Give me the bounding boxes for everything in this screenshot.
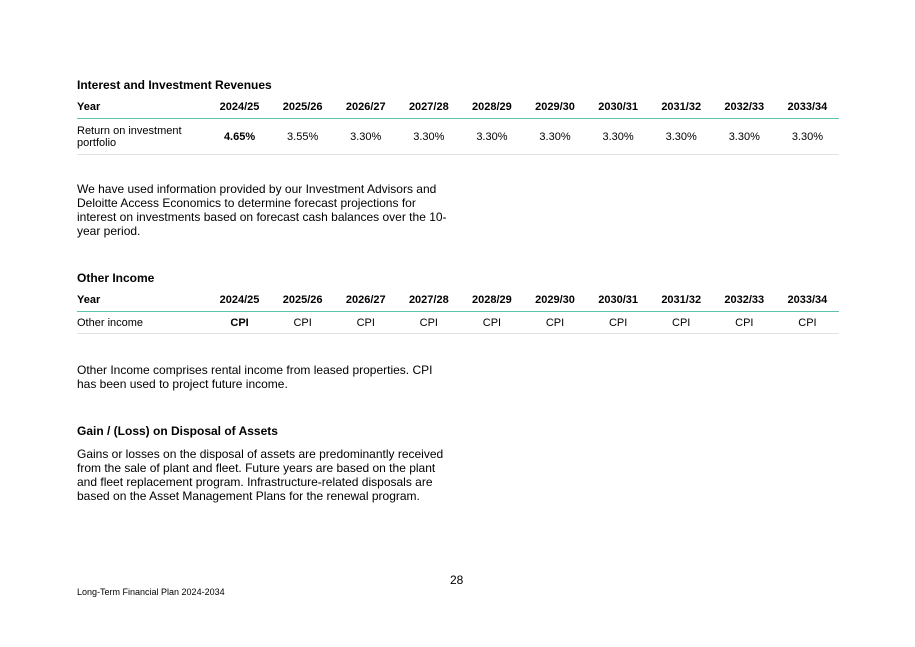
investment-year-col: 2027/28	[397, 96, 460, 119]
other-income-year-col: 2033/34	[776, 289, 839, 312]
other-income-year-col: 2026/27	[334, 289, 397, 312]
investment-year-col: 2030/31	[587, 96, 650, 119]
other-income-table-header-row	[77, 289, 839, 312]
other-income-year-col: 2030/31	[587, 289, 650, 312]
other-income-value-cell: CPI	[776, 312, 839, 334]
page-footer: Long-Term Financial Plan 2024-2034	[77, 587, 225, 597]
investment-value-cell: 3.30%	[334, 119, 397, 155]
investment-year-header: Year	[77, 96, 208, 119]
investment-year-col: 2028/29	[460, 96, 523, 119]
investment-table-header-row	[77, 96, 839, 119]
investment-year-col: 2033/34	[776, 96, 839, 119]
other-income-year-col: 2024/25	[208, 289, 271, 312]
other-income-year-col: 2025/26	[271, 289, 334, 312]
investment-value-cell: 3.30%	[650, 119, 713, 155]
other-income-value-cell: CPI	[334, 312, 397, 334]
investment-table	[77, 96, 839, 155]
other-income-year-col: 2031/32	[650, 289, 713, 312]
investment-paragraph: We have used information provided by our Investment Advisors and Deloitte Access Economics to determine forecast projections for interest on investments based on forecast cash balances over the 10-year period.	[77, 182, 447, 238]
gain-loss-paragraph: Gains or losses on the disposal of assets are predominantly received from the sale of plant and fleet. Future years are based on the plant and fleet replacement program. Infrastructure-related disposals are based on the Asset Management Plans for the renewal program.	[77, 447, 444, 503]
investment-year-col: 2029/30	[523, 96, 586, 119]
other-income-value-cell: CPI	[587, 312, 650, 334]
other-income-year-col: 2032/33	[713, 289, 776, 312]
investment-value-cell: 3.55%	[271, 119, 334, 155]
other-income-value-cell: CPI	[650, 312, 713, 334]
other-income-paragraph: Other Income comprises rental income from leased properties. CPI has been used to project future income.	[77, 363, 433, 391]
investment-value-cell: 3.30%	[587, 119, 650, 155]
page-number: 28	[450, 573, 464, 587]
table-row	[77, 119, 839, 155]
investment-section-title: Interest and Investment Revenues	[77, 78, 272, 92]
investment-year-col: 2031/32	[650, 96, 713, 119]
investment-value-cell: 4.65%	[208, 119, 271, 155]
investment-year-col: 2032/33	[713, 96, 776, 119]
investment-year-col: 2025/26	[271, 96, 334, 119]
other-income-value-cell: CPI	[713, 312, 776, 334]
other-income-value-cell: CPI	[523, 312, 586, 334]
investment-year-col: 2026/27	[334, 96, 397, 119]
gain-loss-section-title: Gain / (Loss) on Disposal of Assets	[77, 424, 278, 438]
investment-value-cell: 3.30%	[523, 119, 586, 155]
other-income-value-cell: CPI	[397, 312, 460, 334]
investment-value-cell: 3.30%	[460, 119, 523, 155]
investment-value-cell: 3.30%	[776, 119, 839, 155]
other-income-value-cell: CPI	[271, 312, 334, 334]
other-income-year-col: 2028/29	[460, 289, 523, 312]
other-income-row-label: Other income	[77, 312, 208, 334]
other-income-value-cell: CPI	[208, 312, 271, 334]
table-row	[77, 312, 839, 334]
other-income-value-cell: CPI	[460, 312, 523, 334]
other-income-year-col: 2029/30	[523, 289, 586, 312]
investment-row-label: Return on investment portfolio	[77, 119, 208, 155]
other-income-section-title: Other Income	[77, 271, 155, 285]
investment-year-col: 2024/25	[208, 96, 271, 119]
investment-value-cell: 3.30%	[397, 119, 460, 155]
other-income-table	[77, 289, 839, 334]
other-income-year-col: 2027/28	[397, 289, 460, 312]
investment-value-cell: 3.30%	[713, 119, 776, 155]
other-income-year-header: Year	[77, 289, 208, 312]
